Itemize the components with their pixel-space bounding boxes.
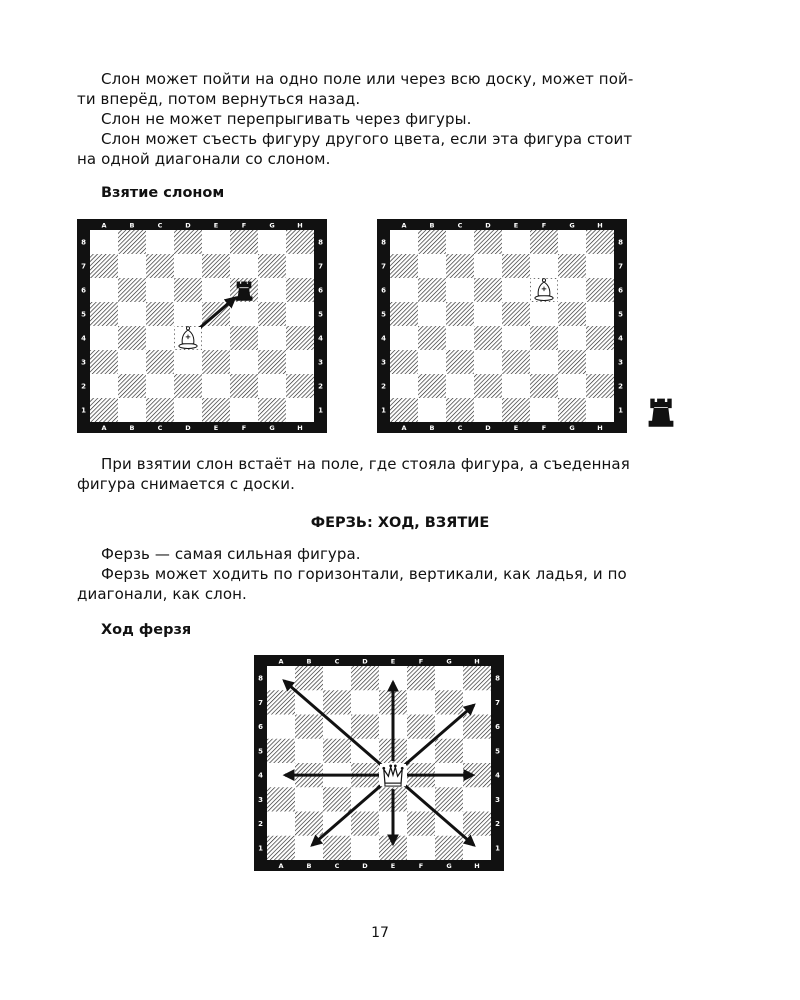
file-label: B [129,424,135,432]
file-label: A [401,221,407,230]
dark-square [586,230,614,254]
dark-square [90,398,118,422]
dark-square [202,254,230,278]
dark-square [351,715,379,739]
dark-square [323,739,351,763]
file-label: E [213,424,219,432]
dark-square [463,715,491,739]
dark-square [435,739,463,763]
dark-square [267,787,295,811]
dark-square [586,326,614,350]
rank-label: 7 [258,698,263,707]
file-label: C [157,424,163,432]
dark-square [230,374,258,398]
dark-square [407,666,435,690]
queen-section-title: ФЕРЗЬ: ХОД, ВЗЯТИЕ [310,515,490,531]
dark-square [474,326,502,350]
rank-label: 6 [495,723,500,732]
file-label: C [457,221,463,230]
dark-square [407,715,435,739]
dark-square [118,374,146,398]
dark-square [502,302,530,326]
dark-square [267,739,295,763]
file-label: D [485,221,491,230]
rank-label: 5 [318,310,323,319]
queen-move-board [254,655,504,871]
rank-label: 1 [318,406,323,415]
rank-label: 5 [495,747,500,756]
rank-label: 6 [81,286,86,295]
rank-label: 7 [381,262,386,271]
dark-square [390,398,418,422]
dark-square [295,666,323,690]
rank-label: 3 [258,795,263,804]
dark-square [118,230,146,254]
file-label: D [185,221,191,230]
rank-label: 2 [381,382,386,391]
rank-label: 5 [618,310,623,319]
file-label: B [306,862,312,870]
dark-square [351,666,379,690]
dark-square [446,254,474,278]
dark-square [295,715,323,739]
file-label: B [429,221,435,230]
rank-label: 8 [381,238,386,247]
file-label: A [278,657,284,666]
dark-square [267,690,295,714]
dark-square [174,230,202,254]
page-number: 17 [371,925,389,941]
capture-line-1: При взятии слон встаёт на поле, где стояла фигура, а съеденная [101,455,630,473]
rank-label: 4 [318,334,323,343]
rank-label: 1 [618,406,623,415]
dark-square [435,836,463,860]
file-label: H [474,862,480,870]
dark-square [446,350,474,374]
queen-line-3: диагонали, как слон. [77,585,247,603]
dark-square [146,398,174,422]
dark-square [435,690,463,714]
file-label: F [541,424,547,432]
rank-label: 3 [318,358,323,367]
dark-square [586,278,614,302]
file-label: E [390,657,396,666]
rank-label: 4 [495,771,500,780]
rank-label: 4 [81,334,86,343]
rank-label: 8 [618,238,623,247]
dark-square [558,254,586,278]
queen-paragraph [77,544,707,604]
rank-label: 6 [381,286,386,295]
rank-label: 6 [258,723,263,732]
capture-line-2: фигура снимается с доски. [77,475,296,493]
dark-square [558,398,586,422]
file-label: G [446,862,452,870]
file-label: G [446,657,452,666]
rank-label: 2 [258,820,263,829]
file-label: B [429,424,435,432]
file-label: F [241,424,247,432]
dark-square [146,302,174,326]
file-label: D [362,862,368,870]
dark-square [146,254,174,278]
file-label: C [334,657,340,666]
dark-square [418,326,446,350]
rank-label: 7 [495,698,500,707]
dark-square [502,350,530,374]
dark-square [558,350,586,374]
dark-square [286,326,314,350]
black-rook-icon [649,399,673,426]
intro-line-2: ти вперёд, потом вернуться назад. [77,90,361,108]
dark-square [323,690,351,714]
dark-square [435,787,463,811]
file-label: A [101,221,107,230]
dark-square [407,812,435,836]
file-label: G [269,424,275,432]
file-label: F [241,221,247,230]
dark-square [258,398,286,422]
dark-square [586,374,614,398]
dark-square [390,302,418,326]
dark-square [202,398,230,422]
rank-label: 1 [495,844,500,853]
dark-square [474,374,502,398]
dark-square [530,326,558,350]
file-label: G [569,424,575,432]
dark-square [286,374,314,398]
dark-square [530,374,558,398]
file-label: C [334,862,340,870]
rank-label: 4 [381,334,386,343]
rank-label: 7 [81,262,86,271]
file-label: G [569,221,575,230]
dark-square [174,278,202,302]
dark-square [351,812,379,836]
rank-label: 2 [318,382,323,391]
capture-paragraph [77,454,707,494]
file-label: E [213,221,219,230]
rank-label: 8 [81,238,86,247]
rank-label: 3 [495,795,500,804]
queen-move-heading: Ход ферзя [101,622,192,638]
rank-label: 4 [618,334,623,343]
rank-label: 5 [258,747,263,756]
file-label: C [157,221,163,230]
dark-square [502,254,530,278]
file-label: E [513,424,519,432]
dark-square [258,302,286,326]
dark-square [202,350,230,374]
file-label: E [513,221,519,230]
dark-square [230,230,258,254]
dark-square [90,254,118,278]
rank-label: 8 [495,674,500,683]
dark-square [267,836,295,860]
rank-label: 3 [381,358,386,367]
file-label: F [418,657,424,666]
rank-label: 6 [318,286,323,295]
file-label: E [390,862,396,870]
file-label: A [101,424,107,432]
file-label: D [485,424,491,432]
dark-square [118,326,146,350]
queen-line-2: Ферзь может ходить по горизонтали, вертикали, как ладья, и по [101,565,627,583]
dark-square [258,350,286,374]
file-label: H [597,221,603,230]
dark-square [323,836,351,860]
dark-square [558,302,586,326]
file-label: F [418,862,424,870]
file-label: H [597,424,603,432]
file-label: C [457,424,463,432]
dark-square [474,230,502,254]
rank-label: 1 [81,406,86,415]
dark-square [530,230,558,254]
rank-label: 7 [618,262,623,271]
dark-square [286,278,314,302]
rank-label: 5 [81,310,86,319]
intro-paragraph [77,69,707,169]
dark-square [418,230,446,254]
dark-square [323,787,351,811]
file-label: B [129,221,135,230]
rank-label: 2 [618,382,623,391]
dark-square [418,278,446,302]
file-label: H [297,424,303,432]
intro-line-5: на одной диагонали со слоном. [77,150,331,168]
captured-rook-icon [644,392,678,430]
rank-label: 8 [258,674,263,683]
rank-label: 1 [381,406,386,415]
dark-square [463,812,491,836]
file-label: B [306,657,312,666]
dark-square [390,254,418,278]
dark-square [446,398,474,422]
dark-square [502,398,530,422]
file-label: A [278,862,284,870]
intro-line-4: Слон может съесть фигуру другого цвета, если эта фигура стоит [101,130,633,148]
file-label: G [269,221,275,230]
file-label: A [401,424,407,432]
file-label: D [185,424,191,432]
intro-line-1: Слон может пойти на одно поле или через всю доску, может пой- [101,70,634,88]
dark-square [230,326,258,350]
rank-label: 3 [618,358,623,367]
capture-before-board [77,219,327,433]
dark-square [118,278,146,302]
capture-heading: Взятие слоном [101,185,225,201]
dark-square [146,350,174,374]
file-label: H [474,657,480,666]
capture-after-board [377,219,627,433]
rank-label: 2 [495,820,500,829]
dark-square [390,350,418,374]
rank-label: 7 [318,262,323,271]
dark-square [446,302,474,326]
rank-label: 5 [381,310,386,319]
intro-line-3: Слон не может перепрыгивать через фигуры. [101,110,472,128]
dark-square [463,666,491,690]
queen-line-1: Ферзь — самая сильная фигура. [101,545,361,563]
dark-square [90,350,118,374]
file-label: F [541,221,547,230]
dark-square [418,374,446,398]
dark-square [174,374,202,398]
dark-square [90,302,118,326]
rank-label: 1 [258,844,263,853]
dark-square [286,230,314,254]
rank-label: 6 [618,286,623,295]
rank-label: 8 [318,238,323,247]
dark-square [474,278,502,302]
rank-label: 2 [81,382,86,391]
rank-label: 3 [81,358,86,367]
file-label: H [297,221,303,230]
rank-label: 4 [258,771,263,780]
dark-square [258,254,286,278]
dark-square [295,812,323,836]
file-label: D [362,657,368,666]
